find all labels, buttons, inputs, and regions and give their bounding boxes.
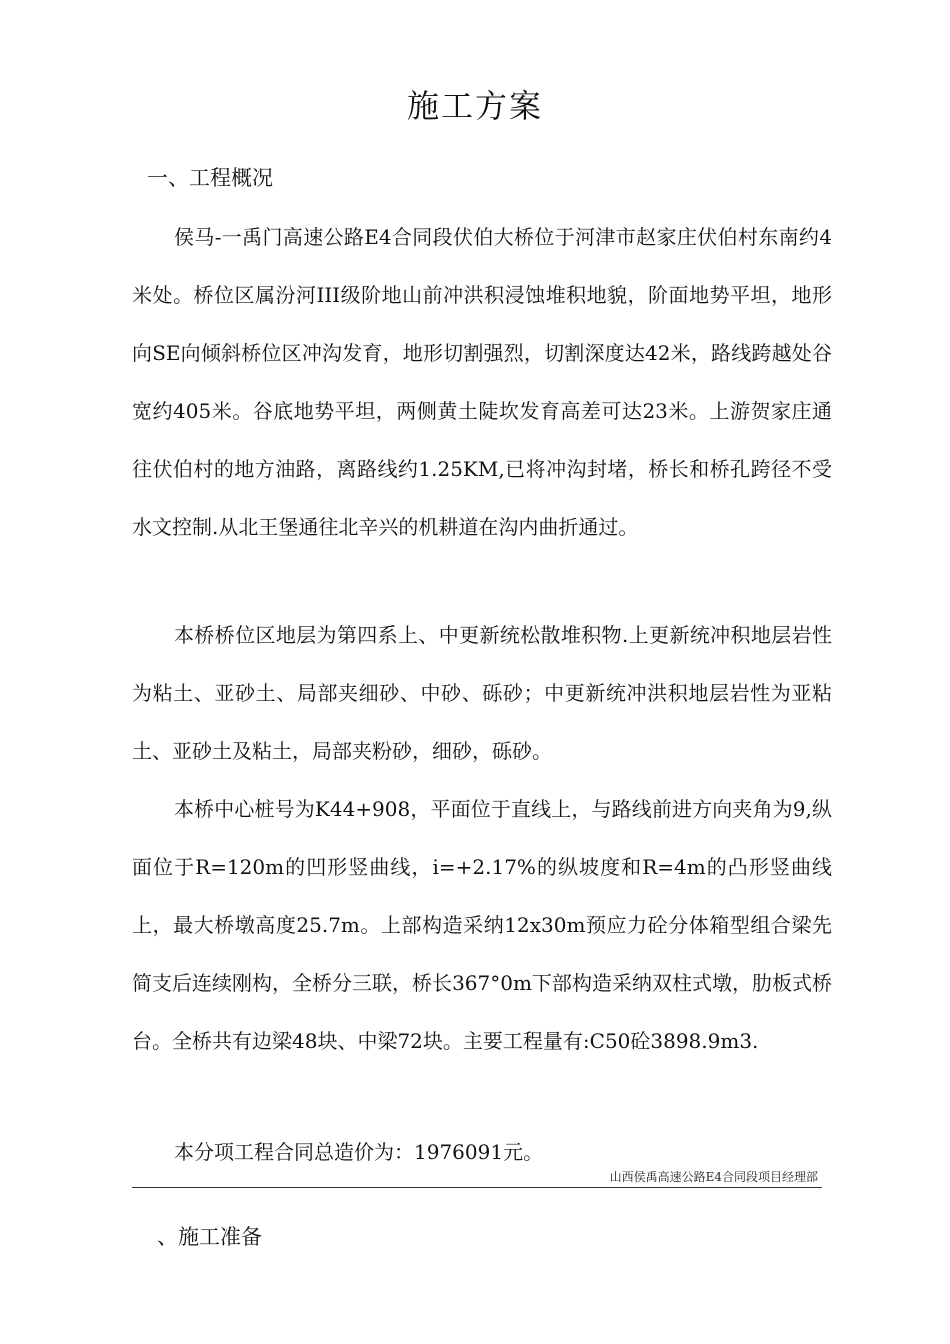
paragraph-geology: 本桥桥位区地层为第四系上、中更新统松散堆积物.上更新统冲积地层岩性为粘土、亚砂土、局部夹细砂、中砂、砾砂；中更新统冲洪积地层岩性为亚粘土、亚砂土及粘土，局部夹粉砂，细砂，砾砂。 xyxy=(132,623,832,763)
section-heading-preparation: 、施工准备 xyxy=(157,1225,262,1249)
page-footer: 山西侯禹高速公路E4合同段项目经理部 xyxy=(609,1170,818,1184)
section-heading-overview: 一、工程概况 xyxy=(147,166,273,190)
page-title: 施工方案 xyxy=(406,87,543,125)
paragraph-contract-cost: 本分项工程合同总造价为：1976091元。 xyxy=(174,1140,544,1164)
paragraph-bridge-location: 侯马-一禹门高速公路E4合同段伏伯大桥位于河津市赵家庄伏伯村东南约4米处。桥位区属汾河III级阶地山前冲洪积浸蚀堆积地貌，阶面地势平坦，地形向SE向倾斜桥位区冲沟发育，地形切割强烈，切割深度达42米，路线跨越处谷宽约405米。谷底地势平坦，两侧黄土陡坎发育高差可达23米。上游贺家庄通往伏伯村的地方油路，离路线约1.25KM,已将冲沟封堵，桥长和桥孔跨径不受水文控制.从北王堡通往北辛兴的机耕道在沟内曲折通过。 xyxy=(132,225,832,539)
footer-divider xyxy=(132,1187,822,1188)
paragraph-structure: 本桥中心桩号为K44+908，平面位于直线上，与路线前进方向夹角为9,纵面位于R=120m的凹形竖曲线，i=+2.17%的纵坡度和R=4m的凸形竖曲线上，最大桥墩高度25.7m。上部构造采纳12x30m预应力砼分体箱型组合梁先简支后连续刚构，全桥分三联，桥长367°0m下部构造采纳双柱式墩，肋板式桥台。全桥共有边梁48块、中梁72块。主要工程量有:C50砼3898.9m3. xyxy=(132,797,832,1053)
